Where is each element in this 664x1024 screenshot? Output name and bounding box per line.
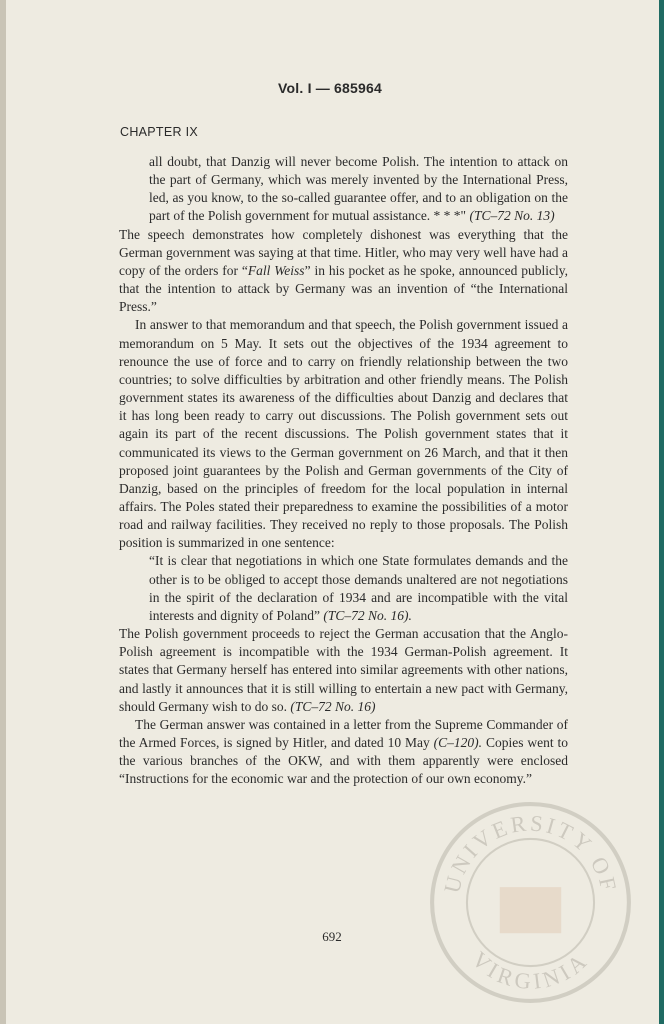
quote-paragraph: “It is clear that negotiations in which one State formulates demands and the other is to be obliged to accept those demands unaltered are not negotiations in the spirit of the declaration of 1934 and are incompatible with the vital interests and dignity of Poland” (TC–72 No. 16). [149, 553, 568, 623]
citation: (TC–72 No. 16) [290, 698, 376, 714]
page-number: 692 [322, 929, 342, 944]
svg-text:VIRGINIA: VIRGINIA [467, 946, 594, 995]
library-seal-stamp [428, 800, 633, 1005]
page-header: Vol. I — 685964 [278, 80, 382, 96]
paragraph: The speech demonstrates how completely dishonest was everything that the German government was saying at that time. Hitler, who may very well have had a copy of the orders for “Fall Weiss” in his pocket as he spoke, announced publicly, that the intention to attack by Germany was an invention of “the International Press.” [119, 226, 568, 315]
quote-paragraph: all doubt, that Danzig will never become Polish. The intention to attack on the part of Germany, which was merely invented by the International Press, led, as you know, to the so-called guarantee offer, and to an obligation on the part of the Polish government for mutual assistance. * * *" (TC–72 No. 13) [149, 154, 568, 224]
page-edge [0, 0, 6, 1024]
body-text [119, 153, 568, 788]
paragraph: In answer to that memorandum and that speech, the Polish government issued a memorandum on 5 May. It sets out the objectives of the 1934 agreement to renounce the use of force and to carry on friendly relationship between the two countries; to solve difficulties by arbitration and other friendly means. The Polish government states its awareness of the difficulties about Danzig and declares that it has long been ready to carry out discussions. The Polish government sets out again its part of the recent discussions. The Polish government states that it communicated its views to the German government on 26 March, and that it then proposed joint guarantees by the Polish and German governments of the City of Danzig, based on the principles of freedom for the local population in internal affairs. The Poles stated their preparedness to examine the possibilities of a motor road and railway facilities. They received no reply to those proposals. The Polish position is summarized in one sentence: [119, 317, 568, 551]
citation: (TC–72 No. 16). [323, 607, 412, 623]
paragraph: The German answer was contained in a letter from the Supreme Commander of the Armed Forces, is signed by Hitler, and dated 10 May (C–120). Copies went to the various branches of the OKW, and with them apparently were enclosed “Instructions for the economic war and the protection of our own economy.” [119, 716, 569, 787]
svg-text:UNIVERSITY OF: UNIVERSITY OF [439, 810, 622, 896]
chapter-heading: CHAPTER IX [120, 125, 199, 139]
citation: (C–120). [433, 735, 483, 750]
paragraph: The Polish government proceeds to reject the German accusation that the Anglo-Polish agreement is incompatible with the 1934 German-Polish agreement. It states that Germany herself has entered into similar agreements with other nations, and lastly it announces that it is still willing to entertain a new pact with Germany, should Germany wish to do so. (TC–72 No. 16) [119, 626, 568, 714]
emphasis: Fall Weiss [247, 262, 305, 278]
citation: (TC–72 No. 13) [469, 208, 555, 224]
